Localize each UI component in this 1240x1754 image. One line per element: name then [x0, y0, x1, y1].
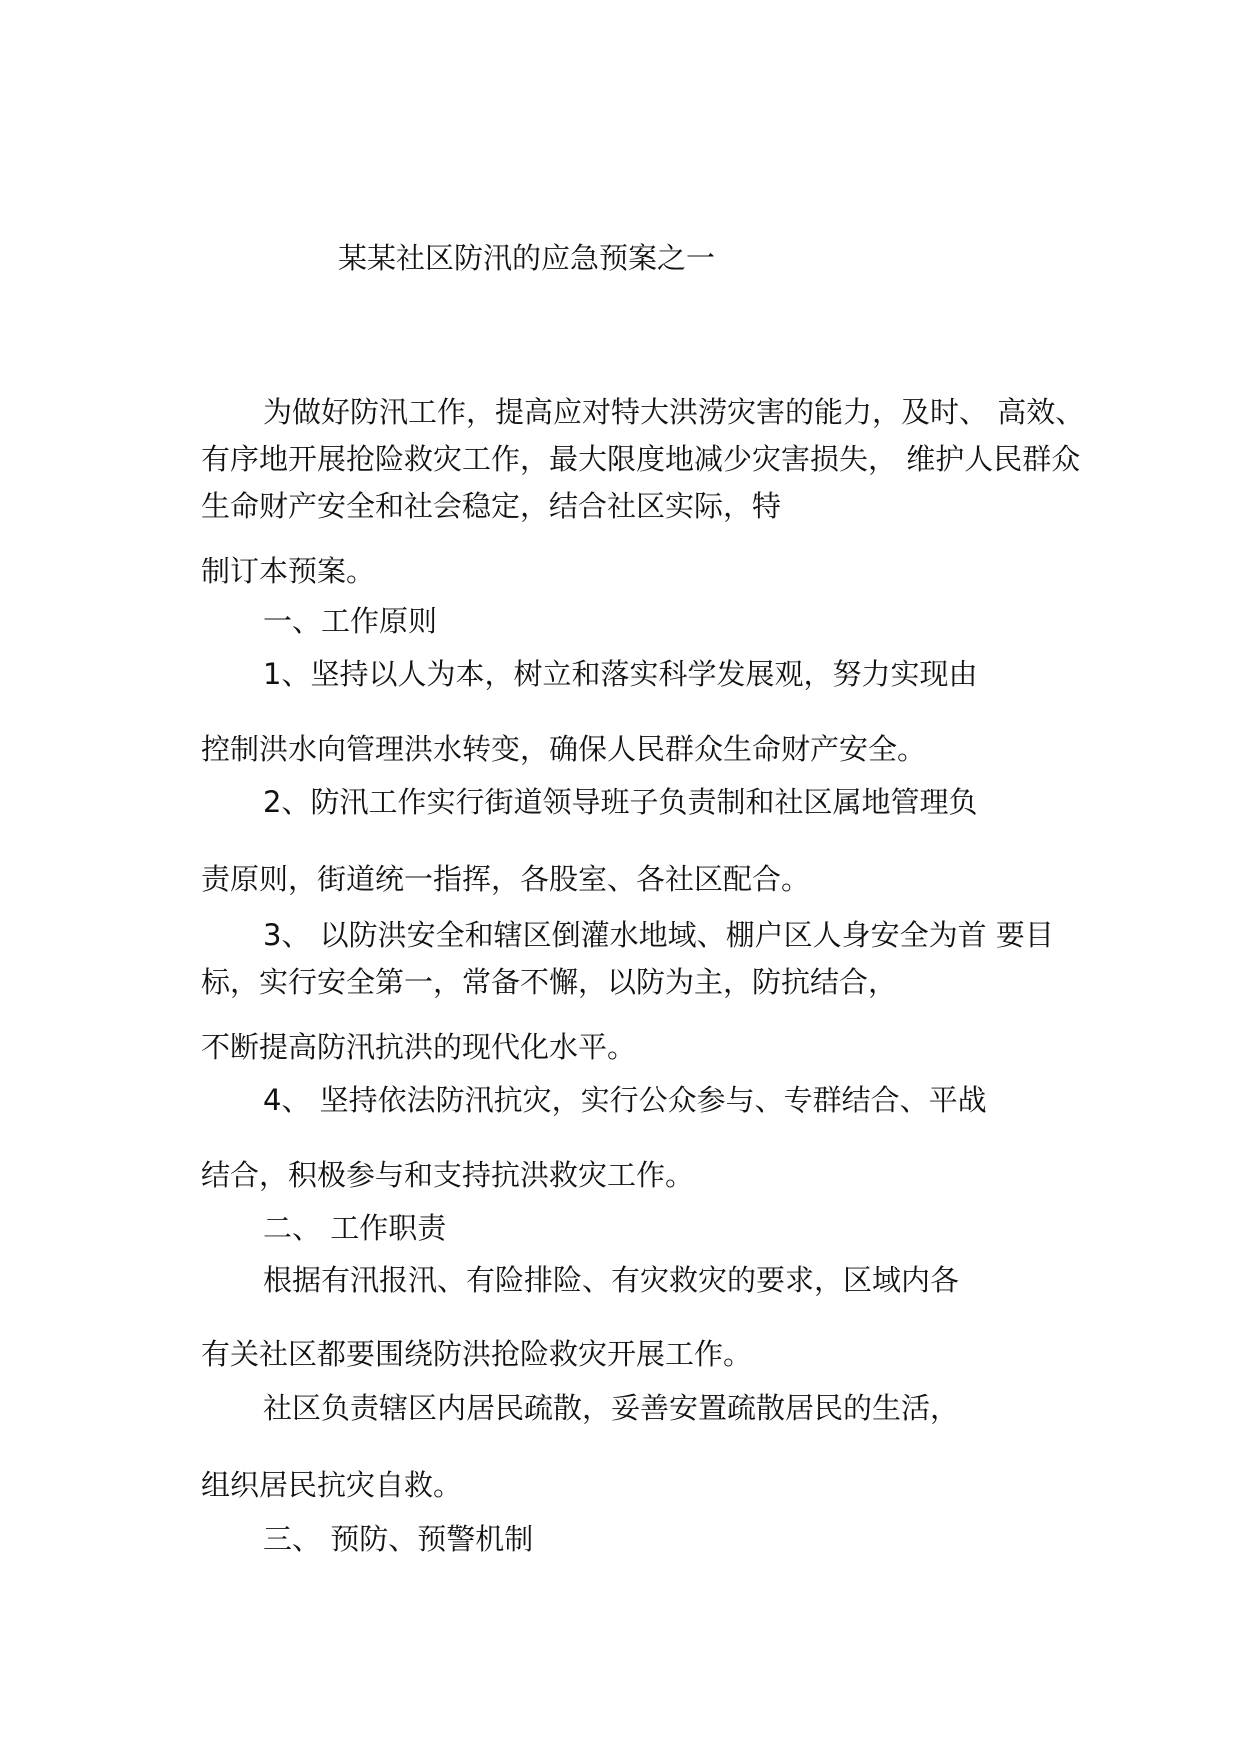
paragraph-line: 有关社区都要围绕防洪抢险救灾开展工作。 — [201, 1337, 753, 1371]
paragraph-line: 不断提高防汛抗洪的现代化水平。 — [201, 1030, 637, 1064]
paragraph-line: 社区负责辖区内居民疏散，妥善安置疏散居民的生活， — [263, 1391, 960, 1425]
paragraph-line: 2、防汛工作实行街道领导班子负责制和社区属地管理负 — [263, 785, 978, 819]
paragraph-line: 有序地开展抢险救灾工作，最大限度地减少灾害损失， 维护人民群众 — [201, 442, 1081, 476]
paragraph-line: 控制洪水向管理洪水转变，确保人民群众生命财产安全。 — [201, 732, 927, 766]
paragraph-line: 3、 以防洪安全和辖区倒灌水地域、棚户区人身安全为首 要目 — [263, 918, 1054, 952]
paragraph-line: 为做好防汛工作，提高应对特大洪涝灾害的能力，及时、 高效、 — [263, 395, 1085, 429]
paragraph-line: 责原则，街道统一指挥，各股室、各社区配合。 — [201, 862, 811, 896]
paragraph-line: 4、 坚持依法防汛抗灾，实行公众参与、专群结合、平战 — [263, 1083, 987, 1117]
paragraph-line: 根据有汛报汛、有险排险、有灾救灾的要求，区域内各 — [263, 1263, 960, 1297]
paragraph-line: 生命财产安全和社会稳定，结合社区实际，特 — [201, 489, 782, 523]
paragraph-line: 1、坚持以人为本，树立和落实科学发展观，努力实现由 — [263, 657, 978, 691]
section-heading: 二、 工作职责 — [263, 1211, 447, 1245]
paragraph-line: 标，实行安全第一，常备不懈，以防为主，防抗结合， — [201, 965, 898, 999]
paragraph-line: 结合，积极参与和支持抗洪救灾工作。 — [201, 1158, 695, 1192]
paragraph-line: 组织居民抗灾自救。 — [201, 1468, 463, 1502]
section-heading: 三、 预防、预警机制 — [263, 1522, 534, 1556]
section-heading: 一、工作原则 — [263, 604, 438, 638]
document-title: 某某社区防汛的应急预案之一 — [338, 241, 716, 275]
paragraph-line: 制订本预案。 — [201, 554, 376, 588]
